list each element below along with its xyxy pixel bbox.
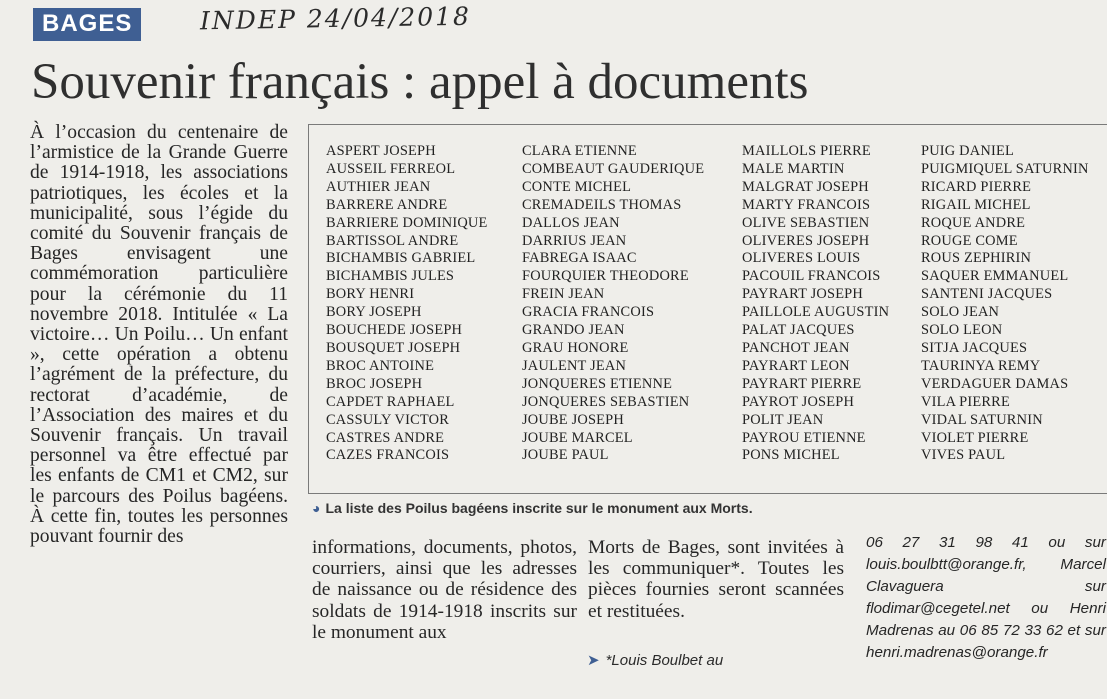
soldier-name: COMBEAUT GAUDERIQUE <box>522 160 705 177</box>
soldier-name: OLIVERES JOSEPH <box>742 232 870 249</box>
handwritten-date-note: INDEP 24/04/2018 <box>199 1 472 36</box>
name-column-1 <box>326 143 488 465</box>
list-caption <box>312 500 753 516</box>
soldier-name: RIGAIL MICHEL <box>921 196 1031 213</box>
soldier-name: VIDAL SATURNIN <box>921 411 1043 428</box>
footnote-text: *Louis Boulbet au <box>605 652 724 669</box>
soldier-name: OLIVE SEBASTIEN <box>742 214 870 231</box>
soldier-name: CAZES FRANCOIS <box>326 447 450 464</box>
soldier-name: BARRIERE DOMINIQUE <box>326 214 488 231</box>
name-column-4 <box>921 143 1089 465</box>
soldier-name: ROUGE COME <box>921 232 1018 249</box>
soldier-name: CAPDET RAPHAEL <box>326 393 455 410</box>
soldier-name: CLARA ETIENNE <box>522 143 637 159</box>
soldier-name: GRACIA FRANCOIS <box>522 304 655 321</box>
soldier-name: PAYRART JOSEPH <box>742 286 863 303</box>
soldier-name: PAYRART LEON <box>742 357 850 374</box>
body-paragraph-col2: informations, documents, photos, courriers, ainsi que les adresses de naissance ou de résidence des soldats de 1914-1918 inscrits sur le monument aux <box>312 537 577 643</box>
poilus-name-list <box>308 124 1107 494</box>
caption-text: La liste des Poilus bagéens inscrite sur le monument aux Morts. <box>325 500 753 516</box>
soldier-name: PANCHOT JEAN <box>742 339 850 356</box>
soldier-name: PACOUIL FRANCOIS <box>742 268 881 285</box>
soldier-name: BROC ANTOINE <box>326 357 435 374</box>
contact-info: 06 27 31 98 41 ou sur louis.boulbtt@orange.fr, Marcel Clavaguera sur flodimar@cegetel.net ou Henri Madrenas au 06 85 72 33 62 et sur henri.madrenas@orange.fr <box>866 534 1106 661</box>
soldier-name: BORY HENRI <box>326 286 415 303</box>
soldier-name: ROQUE ANDRE <box>921 214 1026 231</box>
intro-paragraph: À l’occasion du centenaire de l’armistice de la Grande Guerre de 1914-1918, les associations patriotiques, les écoles et la municipalité, sous l’égide du comité du Souvenir français de Bages envisagent une commémoration particulière pour la cérémonie du 11 novembre 2018. Intitulée « La victoire… Un Poilu… Un enfant », cette opération a obtenu l’agrément de la préfecture, du rectorat d’académie, de l’Association des maires et du Souvenir français. Un travail personnel va être effectué par les enfants de CM1 et CM2, sur le parcours des Poilus bagéens. À cette fin, toutes les personnes pouvant fournir des <box>30 122 288 548</box>
soldier-name: SOLO LEON <box>921 322 1003 339</box>
body-paragraph-col3: Morts de Bages, sont invitées à les communiquer*. Toutes les pièces fournies seront scannées et restituées. <box>588 537 844 622</box>
soldier-name: JOUBE PAUL <box>522 447 609 464</box>
soldier-name: BARRERE ANDRE <box>326 196 448 213</box>
soldier-name: DALLOS JEAN <box>522 214 620 231</box>
soldier-name: GRANDO JEAN <box>522 322 625 339</box>
soldier-name: MAILLOLS PIERRE <box>742 143 871 159</box>
soldier-name: BORY JOSEPH <box>326 304 422 321</box>
caption-bullet-icon: ◕ <box>312 500 321 516</box>
soldier-name: CASTRES ANDRE <box>326 429 445 446</box>
name-column-3 <box>742 143 889 465</box>
soldier-name: JOUBE JOSEPH <box>522 411 624 428</box>
soldier-name: PONS MICHEL <box>742 447 840 464</box>
soldier-name: PAILLOLE AUGUSTIN <box>742 304 890 321</box>
soldier-name: BROC JOSEPH <box>326 375 423 392</box>
soldier-name: PAYROT JOSEPH <box>742 393 855 410</box>
soldier-name: VERDAGUER DAMAS <box>921 375 1069 392</box>
arrow-icon: ➤ <box>587 652 600 669</box>
article-headline: Souvenir français : appel à documents <box>31 54 809 110</box>
soldier-name: MALGRAT JOSEPH <box>742 178 869 195</box>
soldier-name: CREMADEILS THOMAS <box>522 196 682 213</box>
soldier-name: VIVES PAUL <box>921 447 1006 464</box>
soldier-name: MALE MARTIN <box>742 160 845 177</box>
soldier-name: TAURINYA REMY <box>921 357 1041 374</box>
soldier-name: OLIVERES LOUIS <box>742 250 861 267</box>
soldier-name: BARTISSOL ANDRE <box>326 232 459 249</box>
soldier-name: JOUBE MARCEL <box>522 429 633 446</box>
soldier-name: SANTENI JACQUES <box>921 286 1053 303</box>
soldier-name: BOUSQUET JOSEPH <box>326 339 461 356</box>
soldier-name: PUIG DANIEL <box>921 143 1014 159</box>
soldier-name: PAYROU ETIENNE <box>742 429 866 446</box>
section-tag: BAGES <box>33 8 141 41</box>
soldier-name: JONQUERES SEBASTIEN <box>522 393 690 410</box>
soldier-name: BICHAMBIS JULES <box>326 268 455 285</box>
soldier-name: POLIT JEAN <box>742 411 824 428</box>
footnote <box>587 651 723 669</box>
name-column-2 <box>522 143 704 465</box>
soldier-name: MARTY FRANCOIS <box>742 196 871 213</box>
soldier-name: RICARD PIERRE <box>921 178 1032 195</box>
soldier-name: AUTHIER JEAN <box>326 178 431 195</box>
soldier-name: PUIGMIQUEL SATURNIN <box>921 160 1089 177</box>
soldier-name: FREIN JEAN <box>522 286 605 303</box>
soldier-name: GRAU HONORE <box>522 339 629 356</box>
soldier-name: SAQUER EMMANUEL <box>921 268 1069 285</box>
soldier-name: VILA PIERRE <box>921 393 1010 410</box>
soldier-name: VIOLET PIERRE <box>921 429 1029 446</box>
soldier-name: ROUS ZEPHIRIN <box>921 250 1032 267</box>
soldier-name: JAULENT JEAN <box>522 357 627 374</box>
soldier-name: AUSSEIL FERREOL <box>326 160 456 177</box>
soldier-name: BICHAMBIS GABRIEL <box>326 250 476 267</box>
soldier-name: PALAT JACQUES <box>742 322 855 339</box>
soldier-name: SOLO JEAN <box>921 304 1000 321</box>
soldier-name: JONQUERES ETIENNE <box>522 375 673 392</box>
soldier-name: ASPERT JOSEPH <box>326 143 436 159</box>
soldier-name: FABREGA ISAAC <box>522 250 637 267</box>
soldier-name: DARRIUS JEAN <box>522 232 627 249</box>
soldier-name: CASSULY VICTOR <box>326 411 450 428</box>
soldier-name: PAYRART PIERRE <box>742 375 862 392</box>
soldier-name: SITJA JACQUES <box>921 339 1028 356</box>
soldier-name: FOURQUIER THEODORE <box>522 268 689 285</box>
soldier-name: CONTE MICHEL <box>522 178 632 195</box>
soldier-name: BOUCHEDE JOSEPH <box>326 322 463 339</box>
